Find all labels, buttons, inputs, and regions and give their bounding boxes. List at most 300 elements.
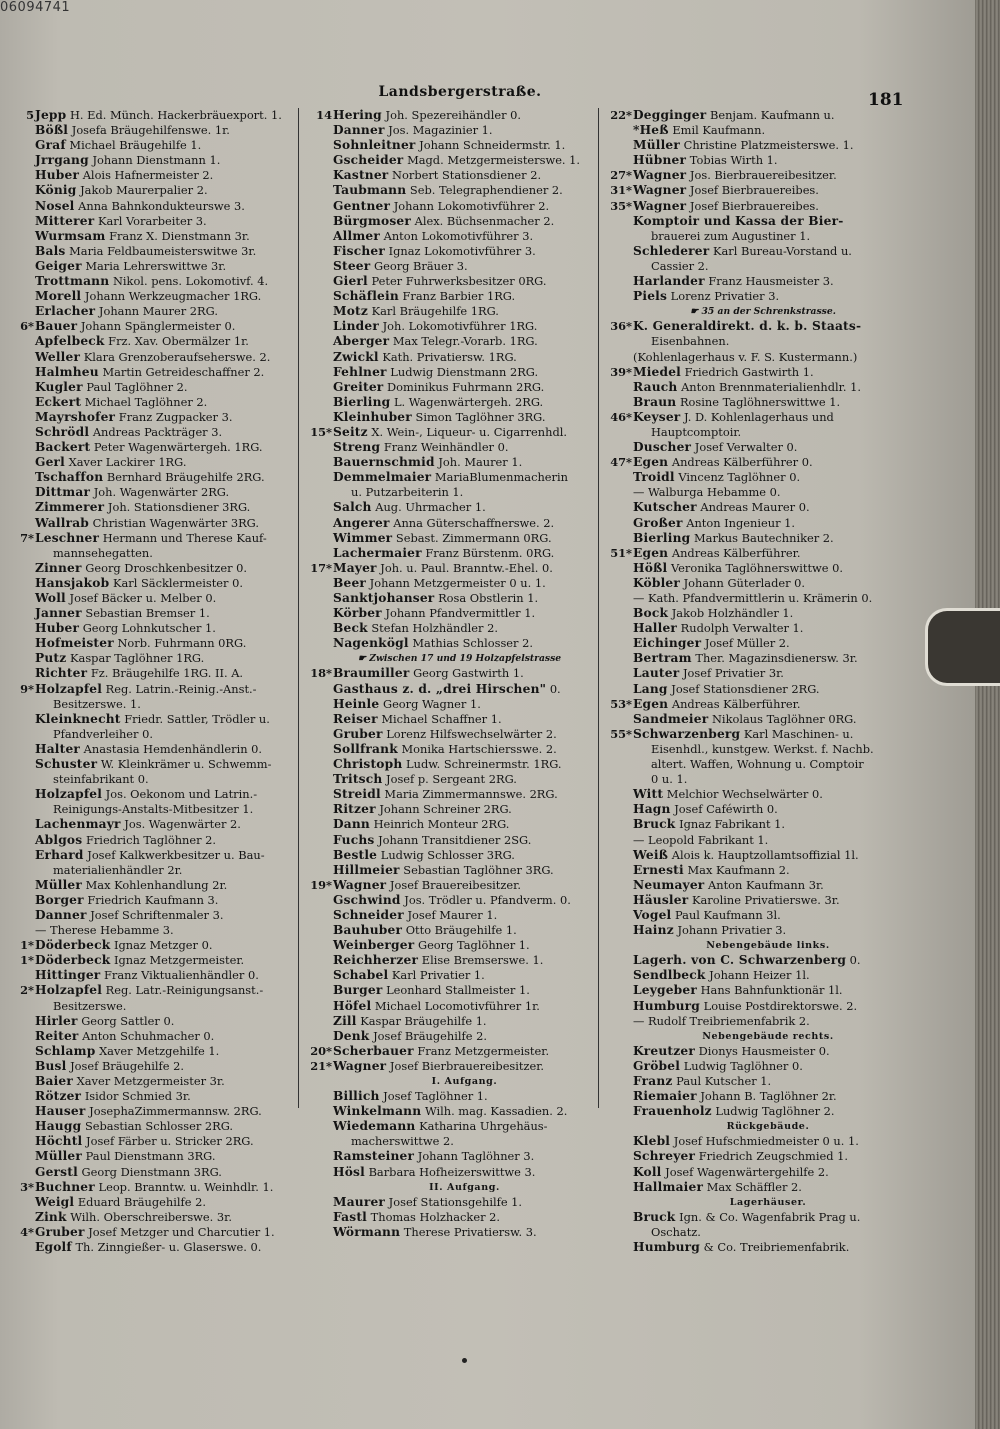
column-right [603,108,903,1255]
resident-details: Markus Bautechniker 2. [693,530,834,545]
resident-details: Andreas Kälberführer. [671,545,801,560]
resident-name: Bauer [35,319,78,334]
resident-details: Leonhard Stallmeister 1. [386,983,530,998]
house-number: 6* [20,319,34,334]
list-item [5,968,295,983]
resident-details: Christine Platzmeisterswe. 1. [683,138,854,153]
list-item [5,199,295,214]
resident-details: Lorenz Privatier 3. [670,289,780,304]
list-item [603,199,903,214]
resident-name: Bauhuber [333,923,403,938]
resident-name: Beer [333,575,367,590]
list-item [5,576,295,591]
resident-details: Karl Privatier 1. [391,968,485,983]
resident-name: Döderbeck [35,953,111,968]
resident-details: Josef Brauereibesitzer. [389,877,521,892]
resident-details: Friedrich Zeugschmied 1. [698,1149,849,1164]
resident-details: X. Wein-, Liqueur- u. Cigarrenhdl. [371,424,568,439]
list-item [5,1044,295,1059]
resident-details: Kaspar Taglöhner 1RG. [70,651,205,666]
list-item [603,274,903,289]
resident-name: Erlacher [35,304,96,319]
resident-details: Ludwig Taglöhner 0. [683,1058,803,1073]
list-item [603,168,903,183]
resident-details: Josef Wagenwärtergehilfe 2. [665,1164,829,1179]
resident-name: Fehlner [333,364,387,379]
resident-details: Georg Bräuer 3. [374,258,468,273]
list-item [5,1210,295,1225]
resident-name: Wallrab [35,515,90,530]
resident-name: Allmer [333,228,380,243]
list-item [5,848,295,863]
resident-name: Hainz [633,923,674,938]
resident-details: Dominikus Fuhrmann 2RG. [387,379,545,394]
list-item [603,319,903,334]
resident-details: Norbert Stationsdiener 2. [392,168,542,183]
list-item [603,591,903,606]
house-number: 2* [20,983,34,998]
resident-details: Isidor Schmied 3r. [84,1089,191,1104]
resident-name: Schabel [333,968,389,983]
resident-name: Denk [333,1028,370,1043]
resident-name: Angerer [333,515,390,530]
list-item [5,455,295,470]
resident-details: Josef Privatier 3r. [682,666,784,681]
resident-details: Paul Kutscher 1. [676,1074,772,1088]
list-item [5,485,295,500]
resident-name: Dittmar [35,485,91,500]
house-number: 47* [610,455,632,470]
resident-details: Rosine Taglöhnerswittwe 1. [679,394,841,409]
resident-details: Anton Schuhmacher 0. [82,1028,215,1043]
resident-details: — Rudolf Treibriemenfabrik 2. [633,1013,810,1028]
list-item [303,1195,596,1210]
list-item [303,183,596,198]
resident-details: Andreas Maurer 0. [700,500,810,515]
resident-details: Anton Ingenieur 1. [686,515,796,530]
resident-details: Joh. Stationsdiener 3RG. [107,500,251,515]
house-number: 27* [610,168,632,183]
resident-details: Jakob Holzhändler 1. [671,606,794,621]
resident-name: Winkelmann [333,1104,422,1119]
resident-name: Hofmeister [35,636,114,651]
list-item [5,531,295,546]
house-number: 4* [20,1224,34,1239]
list-item [303,425,596,440]
resident-name: Gröbel [633,1058,681,1073]
list-item [5,983,295,998]
list-item [5,817,295,832]
resident-name: Piels [633,289,668,304]
resident-details: Joh. Lokomotivführer 1RG. [382,319,538,334]
resident-name: Sohnleitner [333,138,416,153]
column-left [5,108,295,1255]
resident-details: Michael Schaffner 1. [381,711,502,726]
resident-name: Scherbauer [333,1043,414,1058]
list-item [603,1210,903,1225]
list-item [5,591,295,606]
resident-details: Paul Taglöhner 2. [86,379,188,394]
list-item [603,561,903,576]
list-item [603,863,903,878]
list-item [5,183,295,198]
resident-name: Schneider [333,907,404,922]
resident-details: Friedr. Sattler, Trödler u. [124,711,270,726]
resident-details: Josef Bäcker u. Melber 0. [69,591,217,605]
resident-details: Ludwig Schlosser 3RG. [380,847,515,862]
resident-name: Bals [35,243,66,258]
resident-details: Katharina Uhrgehäus- [419,1119,548,1134]
list-item [303,214,596,229]
list-item [303,636,596,651]
resident-details: Franz Zugpacker 3. [118,409,233,424]
resident-details: Nikol. pens. Lokomotivf. 4. [112,274,269,289]
resident-name: Eckert [35,394,82,409]
resident-name: Mayer [333,560,377,575]
resident-details: Ludwig Taglöhner 2. [715,1104,835,1119]
resident-details: Fz. Bräugehilfe 1RG. II. A. [90,666,244,681]
resident-details: Ignaz Metzger 0. [113,938,213,953]
resident-name: Fuchs [333,832,375,847]
list-item [303,440,596,455]
page-number: 181 [868,90,904,110]
list-item [5,365,295,380]
resident-details: Franz Viktualienhändler 0. [104,968,259,983]
resident-name: Klebl [633,1134,671,1149]
resident-name: Vogel [633,907,672,922]
entry-continuation: Oschatz. [651,1224,701,1239]
list-item [303,395,596,410]
list-item [603,923,903,938]
resident-details: Karl Säcklermeister 0. [112,575,243,590]
house-number: 18* [310,666,332,681]
list-item [603,651,903,666]
resident-name: Hering [333,108,382,122]
resident-details: JosephaZimmermannsw. 2RG. [89,1104,262,1119]
resident-details: Karl Bräugehilfe 1RG. [371,304,499,319]
list-item [5,606,295,621]
list-item [5,410,295,425]
list-item [5,636,295,651]
house-number: 7* [20,530,34,545]
list-item [303,350,596,365]
resident-details: Friedrich Kaufmann 3. [87,892,219,907]
house-number: 14 [316,108,332,122]
list-item [303,983,596,998]
resident-name: Bruck [633,817,676,832]
resident-name: Bierling [333,394,391,409]
resident-name: Kreutzer [633,1043,695,1058]
resident-details: — Leopold Fabrikant 1. [633,832,769,847]
resident-details: Ign. & Co. Wagenfabrik Prag u. [679,1209,861,1224]
resident-details: Jos. Bierbrauereibesitzer. [689,168,837,183]
resident-details: Georg Lohnkutscher 1. [82,621,216,636]
list-item [303,229,596,244]
resident-details: Barbara Hofheizerswittwe 3. [368,1164,536,1179]
resident-details: Andreas Kälberführer 0. [671,455,813,470]
house-number: 3* [20,1179,34,1194]
resident-name: Haller [633,621,678,636]
resident-name: Kugler [35,379,83,394]
list-item [603,183,903,198]
resident-details: Johann Spänglermeister 0. [80,319,236,334]
resident-details: — Walburga Hebamme 0. [633,485,781,500]
list-item [303,1165,596,1180]
resident-name: Woll [35,591,66,605]
resident-details: Johann Lokomotivführer 2. [393,198,550,213]
list-item [5,440,295,455]
resident-details: Anton Lokomotivführer 3. [383,228,534,243]
list-item [5,168,295,183]
column-divider [598,108,599,1108]
list-item [303,576,596,591]
resident-name: Backert [35,440,91,455]
resident-details: L. Wagenwärtergeh. 2RG. [393,394,544,409]
resident-details: Ther. Magazinsdienersw. 3r. [695,651,858,666]
resident-name: Maurer [333,1194,386,1209]
resident-details: Frz. Xav. Obermälzer 1r. [108,334,249,349]
entry-continuation: Hauptcomptoir. [651,424,742,439]
list-item [303,1014,596,1029]
list-item [303,319,596,334]
list-item [303,380,596,395]
resident-details: Christian Wagenwärter 3RG. [92,515,259,530]
house-number: 22* [610,108,632,122]
list-item [5,1074,295,1089]
resident-name: Köbler [633,575,680,590]
resident-details: — Kath. Pfandvermittlerin u. Krämerin 0. [633,591,873,605]
list-item [603,1089,903,1104]
list-item [303,123,596,138]
list-item [303,772,596,787]
resident-name: K. Generaldirekt. d. k. b. Staats- [633,319,862,334]
resident-name: Wiedemann [333,1119,416,1134]
list-item [5,1089,295,1104]
list-item [303,1044,596,1059]
resident-name: Streng [333,440,381,455]
resident-details: Franz X. Dienstmann 3r. [109,228,250,243]
resident-name: Bruck [633,1209,676,1224]
list-item [603,621,903,636]
resident-name: Kleinknecht [35,711,121,726]
resident-name: Braumiller [333,666,410,681]
resident-details: Josef Bierbrauereibes. [689,183,819,198]
list-item [603,848,903,863]
list-item [5,274,295,289]
resident-name: Kastner [333,168,389,183]
list-item [5,757,295,772]
house-number: 17* [310,560,332,575]
resident-details: Max Kaufmann 2. [687,862,790,877]
resident-details: Andreas Packträger 3. [92,424,223,439]
list-item [603,893,903,908]
list-item [303,697,596,712]
resident-details: Heinrich Monteur 2RG. [373,817,510,832]
list-item [303,666,596,681]
resident-details: Franz Weinhändler 0. [383,440,509,455]
resident-name: Egen [633,545,669,560]
resident-name: Gierl [333,274,368,289]
resident-details: Benjam. Kaufmann u. [709,108,835,122]
resident-details: Johann Werkzeugmacher 1RG. [84,289,262,304]
resident-details: Xaver Metzgermeister 3r. [76,1074,225,1088]
resident-name: Bauernschmid [333,455,435,470]
resident-name: Tschaffon [35,470,104,485]
resident-details: Franz Metzgermeister. [417,1043,550,1058]
resident-details: Karl Maschinen- u. [743,726,854,741]
resident-name: Ernesti [633,862,684,877]
resident-name: Schreyer [633,1149,696,1164]
resident-details: Vincenz Taglöhner 0. [678,470,801,485]
resident-name: Streidl [333,787,381,802]
resident-name: Hagn [633,802,671,817]
entry-continuation: 0 u. 1. [651,772,688,787]
list-item [603,1240,903,1255]
list-item [603,953,903,968]
resident-details: Max Kohlenhandlung 2r. [85,877,228,892]
resident-details: Josef Stationsdiener 2RG. [671,681,820,696]
resident-name: Hirler [35,1013,78,1028]
resident-details: Ludw. Schreinermstr. 1RG. [406,757,562,772]
resident-name: Wimmer [333,530,393,545]
resident-details: Wilh. mag. Kassadien. 2. [424,1104,568,1119]
list-item [5,138,295,153]
list-item [303,1210,596,1225]
resident-name: Wagner [633,198,687,213]
resident-details: Maria Zimmermannswe. 2RG. [384,787,558,802]
resident-name: Ablgos [35,832,83,847]
entry-continuation: steinfabrikant 0. [53,772,149,787]
resident-name: Gentner [333,198,391,213]
list-item [303,787,596,802]
resident-name: Ritzer [333,802,376,817]
resident-details: Franz Bürstenm. 0RG. [425,545,555,560]
list-item [603,1134,903,1149]
resident-details: Norb. Fuhrmann 0RG. [117,636,247,651]
entry-continuation: Eisenbahnen. [651,334,730,349]
list-item [603,153,903,168]
resident-details: Seb. Telegraphendiener 2. [409,183,563,198]
resident-details: Hans Bahnfunktionär 1l. [700,983,843,998]
resident-details: Josef Metzger und Charcutier 1. [88,1224,275,1239]
entry-continuation: u. Putzarbeiterin 1. [351,485,464,500]
resident-name: Bertram [633,651,692,666]
list-item [5,395,295,410]
list-item [5,153,295,168]
list-item [5,923,295,938]
list-item [5,893,295,908]
list-item [603,350,903,365]
resident-details: Ignaz Fabrikant 1. [679,817,786,832]
list-item [303,1119,596,1134]
house-number: 1* [20,938,34,953]
resident-name: Richter [35,666,88,681]
resident-details: Thomas Holzhacker 2. [370,1209,501,1224]
resident-details: Rudolph Verwalter 1. [680,621,804,636]
house-number: 51* [610,545,632,560]
resident-name: Kutscher [633,500,697,515]
resident-details: Monika Hartschiersswe. 2. [401,741,557,756]
list-item [303,500,596,515]
entry-continuation: materialienhändler 2r. [53,862,183,877]
resident-name: Nagenkögl [333,636,409,651]
resident-details: Aug. Uhrmacher 1. [375,500,486,515]
cross-reference-note: ☛ 35 an der Schrenkstrasse. [690,306,836,318]
resident-details: Karl Vorarbeiter 3. [97,213,207,228]
resident-name: Zwickl [333,349,379,364]
list-item [5,908,295,923]
list-item [603,244,903,259]
list-item [5,425,295,440]
resident-details: Joh. u. Paul. Branntw.-Ehel. 0. [380,560,553,575]
list-item [603,1165,903,1180]
resident-details: & Co. Treibriemenfabrik. [703,1240,850,1255]
thumb-index-tab [925,608,1000,686]
resident-name: Hittinger [35,968,101,983]
resident-details: Josef Hufschmiedmeister 0 u. 1. [673,1134,859,1149]
resident-name: Degginger [633,108,707,122]
list-item [5,1014,295,1029]
house-number: 35* [610,198,632,213]
resident-details: Johann Dienstmann 1. [92,153,221,168]
list-item [5,334,295,349]
resident-details: Josefa Bräugehilfenswe. 1r. [71,123,230,138]
resident-details: Emil Kaufmann. [672,123,766,138]
resident-details: Louise Postdirektorswe. 2. [703,998,858,1013]
list-item [303,1029,596,1044]
list-item [303,199,596,214]
list-item [603,1059,903,1074]
resident-details: Josef Müller 2. [704,636,790,651]
resident-details: H. Ed. Münch. Hackerbräuexport. 1. [70,108,282,122]
resident-details: Georg Wagner 1. [382,696,481,711]
list-item [603,878,903,893]
resident-details: (Kohlenlagerhaus v. F. S. Kustermann.) [633,349,858,364]
resident-details: Michael Locomotivführer 1r. [374,998,540,1013]
list-item [603,576,903,591]
list-item [603,1014,903,1029]
resident-name: Mayrshofer [35,409,116,424]
resident-name: Linder [333,319,379,334]
list-item [603,395,903,410]
entry-continuation: brauerei zum Augustiner 1. [651,228,811,243]
list-item [603,817,903,832]
resident-details: Johann Schneidermstr. 1. [419,138,566,153]
resident-details: Josef Caféwirth 0. [674,802,778,817]
list-item [5,878,295,893]
list-item [603,1044,903,1059]
list-item [303,1089,596,1104]
resident-details: Sebastian Bremser 1. [85,606,210,621]
resident-details: Ignaz Metzgermeister. [113,953,245,968]
list-item [5,1059,295,1074]
list-item [5,214,295,229]
list-item [303,153,596,168]
resident-details: Paul Dienstmann 3RG. [85,1149,216,1164]
resident-name: Sendlbeck [633,968,706,983]
house-number: 1* [20,953,34,968]
resident-name: Lachermaier [333,545,422,560]
resident-details: Josef p. Sergeant 2RG. [386,772,517,787]
list-item [5,350,295,365]
list-item [303,953,596,968]
resident-details: 0. [549,681,561,696]
resident-name: Erhard [35,847,84,862]
entry-continuation: Besitzerswe. [53,998,127,1013]
list-item [303,516,596,531]
list-item [5,1149,295,1164]
list-item [303,606,596,621]
